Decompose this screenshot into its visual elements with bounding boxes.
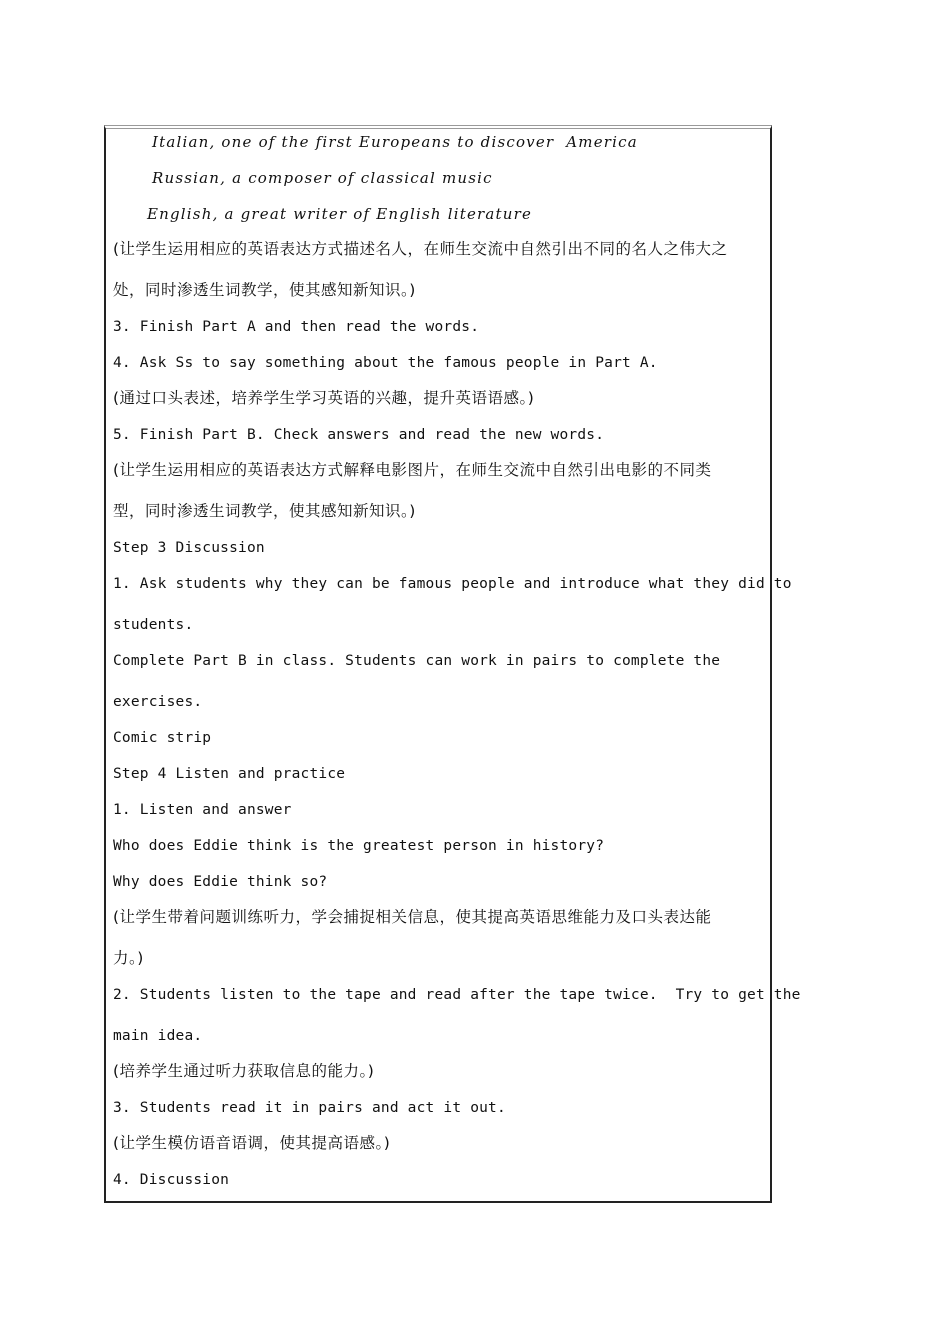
- text-line: Why does Eddie think so?: [113, 874, 328, 890]
- text-line: (让学生带着问题训练听力，学会捕捉相关信息，使其提高英语思维能力及口头表达能: [113, 908, 712, 926]
- text-line: Italian, one of the first Europeans to discover America: [152, 133, 638, 151]
- text-line: (让学生运用相应的英语表达方式解释电影图片，在师生交流中自然引出电影的不同类: [113, 461, 712, 479]
- text-line: main idea.: [113, 1028, 203, 1044]
- text-line: Step 3 Discussion: [113, 540, 265, 556]
- text-line: 处，同时渗透生词教学，使其感知新知识。): [113, 281, 416, 299]
- text-line: Russian, a composer of classical music: [152, 169, 493, 187]
- text-line: Complete Part B in class. Students can work in pairs to complete the: [113, 653, 721, 669]
- text-line: (通过口头表述，培养学生学习英语的兴趣，提升英语语感。): [113, 389, 535, 407]
- text-line: (让学生运用相应的英语表达方式描述名人，在师生交流中自然引出不同的名人之伟大之: [113, 240, 728, 258]
- text-line: (让学生模仿语音语调，使其提高语感。): [113, 1134, 391, 1152]
- text-line: 1. Listen and answer: [113, 802, 292, 818]
- text-line: English, a great writer of English literature: [147, 205, 533, 223]
- text-line: 力。): [113, 949, 144, 967]
- text-line: 5. Finish Part B. Check answers and read the new words.: [113, 427, 605, 443]
- text-line: exercises.: [113, 694, 203, 710]
- text-line: 3. Finish Part A and then read the words.: [113, 319, 480, 335]
- text-line: (培养学生通过听力获取信息的能力。): [113, 1062, 375, 1080]
- text-line: students.: [113, 617, 194, 633]
- text-line: 4. Discussion: [113, 1172, 230, 1188]
- text-line: 2. Students listen to the tape and read after the tape twice. Try to get the: [113, 987, 801, 1003]
- text-line: Step 4 Listen and practice: [113, 766, 346, 782]
- text-line: 1. Ask students why they can be famous people and introduce what they did to: [113, 576, 792, 592]
- text-line: Who does Eddie think is the greatest person in history?: [113, 838, 605, 854]
- text-line: 3. Students read it in pairs and act it out.: [113, 1100, 506, 1116]
- text-line: Comic strip: [113, 730, 212, 746]
- text-line: 型，同时渗透生词教学，使其感知新知识。): [113, 502, 416, 520]
- text-line: 4. Ask Ss to say something about the famous people in Part A.: [113, 355, 658, 371]
